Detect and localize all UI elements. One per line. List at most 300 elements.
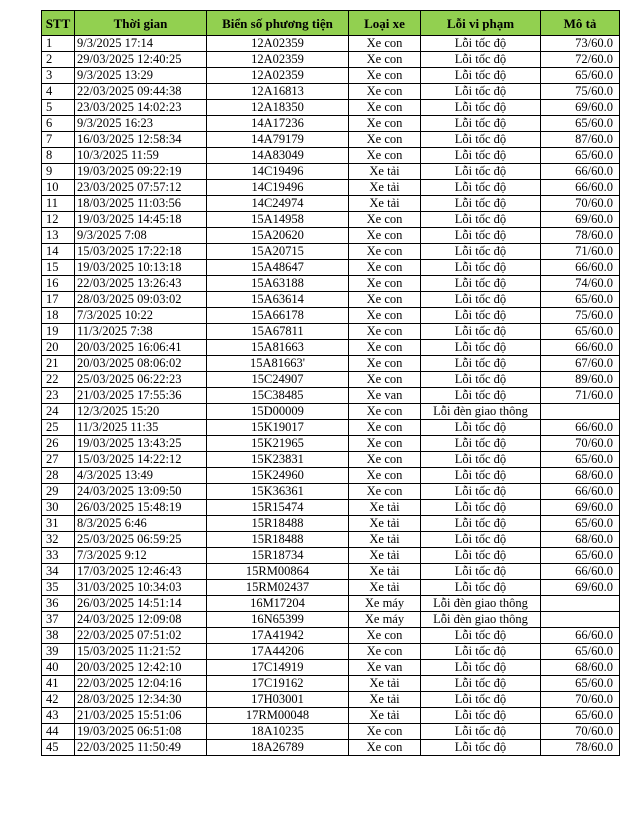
cell-violation: Lỗi tốc độ — [421, 148, 541, 164]
cell-description: 75/60.0 — [541, 308, 620, 324]
cell-vehicle-type: Xe con — [349, 84, 421, 100]
cell-vehicle-type: Xe con — [349, 740, 421, 756]
cell-violation: Lỗi tốc độ — [421, 372, 541, 388]
cell-vehicle-type: Xe con — [349, 324, 421, 340]
cell-description: 68/60.0 — [541, 468, 620, 484]
cell-plate: 15A81663 — [207, 340, 349, 356]
cell-stt: 6 — [42, 116, 75, 132]
header-time: Thời gian — [75, 11, 207, 36]
header-vehicle-type: Loại xe — [349, 11, 421, 36]
cell-stt: 33 — [42, 548, 75, 564]
cell-description: 69/60.0 — [541, 100, 620, 116]
table-row — [42, 740, 620, 756]
cell-time: 28/03/2025 12:34:30 — [75, 692, 207, 708]
table-row — [42, 164, 620, 180]
table-row — [42, 500, 620, 516]
cell-stt: 15 — [42, 260, 75, 276]
cell-stt: 37 — [42, 612, 75, 628]
table-row — [42, 532, 620, 548]
cell-vehicle-type: Xe tải — [349, 564, 421, 580]
cell-plate: 16M17204 — [207, 596, 349, 612]
cell-vehicle-type: Xe con — [349, 100, 421, 116]
cell-vehicle-type: Xe con — [349, 116, 421, 132]
table-row — [42, 148, 620, 164]
cell-violation: Lỗi tốc độ — [421, 740, 541, 756]
cell-stt: 44 — [42, 724, 75, 740]
cell-description: 89/60.0 — [541, 372, 620, 388]
cell-violation: Lỗi tốc độ — [421, 676, 541, 692]
cell-stt: 23 — [42, 388, 75, 404]
table-row — [42, 420, 620, 436]
cell-description: 65/60.0 — [541, 516, 620, 532]
cell-time: 19/03/2025 14:45:18 — [75, 212, 207, 228]
cell-vehicle-type: Xe con — [349, 260, 421, 276]
cell-description: 65/60.0 — [541, 452, 620, 468]
cell-plate: 15K21965 — [207, 436, 349, 452]
table-row — [42, 708, 620, 724]
cell-description: 71/60.0 — [541, 244, 620, 260]
violations-table — [41, 10, 620, 756]
cell-description: 65/60.0 — [541, 116, 620, 132]
cell-vehicle-type: Xe van — [349, 388, 421, 404]
table-row — [42, 100, 620, 116]
cell-description: 69/60.0 — [541, 212, 620, 228]
cell-time: 17/03/2025 12:46:43 — [75, 564, 207, 580]
cell-stt: 13 — [42, 228, 75, 244]
cell-vehicle-type: Xe tải — [349, 516, 421, 532]
cell-stt: 19 — [42, 324, 75, 340]
cell-stt: 45 — [42, 740, 75, 756]
table-row — [42, 212, 620, 228]
cell-plate: 15K36361 — [207, 484, 349, 500]
table-row — [42, 356, 620, 372]
cell-time: 12/3/2025 15:20 — [75, 404, 207, 420]
cell-violation: Lỗi tốc độ — [421, 660, 541, 676]
cell-stt: 27 — [42, 452, 75, 468]
cell-time: 9/3/2025 17:14 — [75, 36, 207, 52]
cell-vehicle-type: Xe con — [349, 468, 421, 484]
cell-plate: 18A26789 — [207, 740, 349, 756]
cell-time: 19/03/2025 10:13:18 — [75, 260, 207, 276]
cell-plate: 12A02359 — [207, 68, 349, 84]
cell-violation: Lỗi tốc độ — [421, 388, 541, 404]
table-row — [42, 596, 620, 612]
cell-time: 23/03/2025 14:02:23 — [75, 100, 207, 116]
cell-vehicle-type: Xe tải — [349, 676, 421, 692]
cell-description — [541, 596, 620, 612]
cell-plate: 14A17236 — [207, 116, 349, 132]
cell-description: 65/60.0 — [541, 708, 620, 724]
cell-stt: 1 — [42, 36, 75, 52]
table-row — [42, 372, 620, 388]
cell-vehicle-type: Xe con — [349, 148, 421, 164]
cell-time: 28/03/2025 09:03:02 — [75, 292, 207, 308]
table-row — [42, 484, 620, 500]
cell-plate: 12A18350 — [207, 100, 349, 116]
table-row — [42, 292, 620, 308]
cell-violation: Lỗi tốc độ — [421, 132, 541, 148]
cell-plate: 14A79179 — [207, 132, 349, 148]
cell-time: 20/03/2025 16:06:41 — [75, 340, 207, 356]
cell-violation: Lỗi tốc độ — [421, 724, 541, 740]
cell-plate: 17C14919 — [207, 660, 349, 676]
cell-plate: 15A63188 — [207, 276, 349, 292]
cell-stt: 17 — [42, 292, 75, 308]
cell-violation: Lỗi tốc độ — [421, 436, 541, 452]
cell-vehicle-type: Xe con — [349, 420, 421, 436]
table-row — [42, 516, 620, 532]
cell-stt: 21 — [42, 356, 75, 372]
cell-stt: 41 — [42, 676, 75, 692]
cell-description: 65/60.0 — [541, 292, 620, 308]
cell-time: 23/03/2025 07:57:12 — [75, 180, 207, 196]
cell-vehicle-type: Xe con — [349, 228, 421, 244]
cell-time: 11/3/2025 7:38 — [75, 324, 207, 340]
cell-description: 70/60.0 — [541, 196, 620, 212]
cell-plate: 15R18734 — [207, 548, 349, 564]
cell-plate: 17C19162 — [207, 676, 349, 692]
table-row — [42, 404, 620, 420]
table-row — [42, 36, 620, 52]
cell-violation: Lỗi tốc độ — [421, 180, 541, 196]
table-row — [42, 132, 620, 148]
cell-violation: Lỗi tốc độ — [421, 548, 541, 564]
table-row — [42, 548, 620, 564]
table-row — [42, 84, 620, 100]
cell-time: 25/03/2025 06:59:25 — [75, 532, 207, 548]
cell-plate: 15R18488 — [207, 516, 349, 532]
cell-description: 66/60.0 — [541, 180, 620, 196]
cell-violation: Lỗi tốc độ — [421, 500, 541, 516]
cell-plate: 15C24907 — [207, 372, 349, 388]
cell-violation: Lỗi tốc độ — [421, 516, 541, 532]
cell-plate: 15K23831 — [207, 452, 349, 468]
cell-vehicle-type: Xe con — [349, 356, 421, 372]
cell-violation: Lỗi tốc độ — [421, 228, 541, 244]
cell-plate: 16N65399 — [207, 612, 349, 628]
cell-description: 65/60.0 — [541, 676, 620, 692]
cell-description: 66/60.0 — [541, 564, 620, 580]
cell-stt: 5 — [42, 100, 75, 116]
table-row — [42, 612, 620, 628]
table-row — [42, 228, 620, 244]
cell-time: 31/03/2025 10:34:03 — [75, 580, 207, 596]
cell-stt: 18 — [42, 308, 75, 324]
cell-vehicle-type: Xe con — [349, 212, 421, 228]
cell-violation: Lỗi tốc độ — [421, 580, 541, 596]
cell-description: 68/60.0 — [541, 532, 620, 548]
cell-violation: Lỗi tốc độ — [421, 564, 541, 580]
cell-violation: Lỗi tốc độ — [421, 212, 541, 228]
cell-violation: Lỗi tốc độ — [421, 532, 541, 548]
cell-stt: 34 — [42, 564, 75, 580]
cell-violation: Lỗi tốc độ — [421, 292, 541, 308]
cell-violation: Lỗi tốc độ — [421, 244, 541, 260]
cell-time: 15/03/2025 17:22:18 — [75, 244, 207, 260]
cell-time: 7/3/2025 10:22 — [75, 308, 207, 324]
cell-time: 29/03/2025 12:40:25 — [75, 52, 207, 68]
cell-description: 66/60.0 — [541, 420, 620, 436]
cell-time: 26/03/2025 14:51:14 — [75, 596, 207, 612]
cell-vehicle-type: Xe con — [349, 132, 421, 148]
cell-vehicle-type: Xe con — [349, 36, 421, 52]
cell-stt: 8 — [42, 148, 75, 164]
cell-stt: 20 — [42, 340, 75, 356]
table-row — [42, 324, 620, 340]
cell-description: 71/60.0 — [541, 388, 620, 404]
cell-vehicle-type: Xe con — [349, 68, 421, 84]
cell-violation: Lỗi đèn giao thông — [421, 404, 541, 420]
table-row — [42, 564, 620, 580]
cell-stt: 12 — [42, 212, 75, 228]
cell-stt: 24 — [42, 404, 75, 420]
cell-stt: 35 — [42, 580, 75, 596]
table-row — [42, 180, 620, 196]
cell-stt: 2 — [42, 52, 75, 68]
cell-description: 75/60.0 — [541, 84, 620, 100]
cell-plate: 17A41942 — [207, 628, 349, 644]
cell-time: 16/03/2025 12:58:34 — [75, 132, 207, 148]
cell-plate: 15A63614 — [207, 292, 349, 308]
cell-description: 74/60.0 — [541, 276, 620, 292]
cell-stt: 29 — [42, 484, 75, 500]
cell-time: 26/03/2025 15:48:19 — [75, 500, 207, 516]
cell-stt: 10 — [42, 180, 75, 196]
cell-time: 9/3/2025 16:23 — [75, 116, 207, 132]
cell-description: 78/60.0 — [541, 228, 620, 244]
cell-time: 22/03/2025 11:50:49 — [75, 740, 207, 756]
cell-time: 11/3/2025 11:35 — [75, 420, 207, 436]
table-row — [42, 580, 620, 596]
cell-description — [541, 612, 620, 628]
cell-plate: 17A44206 — [207, 644, 349, 660]
cell-plate: 18A10235 — [207, 724, 349, 740]
cell-vehicle-type: Xe con — [349, 276, 421, 292]
cell-plate: 12A16813 — [207, 84, 349, 100]
cell-description: 65/60.0 — [541, 68, 620, 84]
cell-violation: Lỗi tốc độ — [421, 308, 541, 324]
cell-vehicle-type: Xe con — [349, 404, 421, 420]
cell-vehicle-type: Xe van — [349, 660, 421, 676]
table-header — [42, 11, 620, 36]
cell-description: 78/60.0 — [541, 740, 620, 756]
cell-time: 20/03/2025 08:06:02 — [75, 356, 207, 372]
cell-violation: Lỗi tốc độ — [421, 36, 541, 52]
cell-description: 66/60.0 — [541, 260, 620, 276]
cell-plate: 15A48647 — [207, 260, 349, 276]
cell-description: 70/60.0 — [541, 436, 620, 452]
cell-plate: 12A02359 — [207, 52, 349, 68]
cell-stt: 40 — [42, 660, 75, 676]
cell-vehicle-type: Xe con — [349, 292, 421, 308]
cell-violation: Lỗi tốc độ — [421, 340, 541, 356]
cell-vehicle-type: Xe tải — [349, 180, 421, 196]
cell-description: 65/60.0 — [541, 644, 620, 660]
cell-time: 22/03/2025 07:51:02 — [75, 628, 207, 644]
header-description: Mô tả — [541, 11, 620, 36]
table-row — [42, 388, 620, 404]
cell-time: 24/03/2025 12:09:08 — [75, 612, 207, 628]
cell-stt: 16 — [42, 276, 75, 292]
table-row — [42, 260, 620, 276]
cell-vehicle-type: Xe máy — [349, 612, 421, 628]
cell-time: 15/03/2025 11:21:52 — [75, 644, 207, 660]
cell-vehicle-type: Xe con — [349, 452, 421, 468]
cell-description: 65/60.0 — [541, 148, 620, 164]
cell-vehicle-type: Xe tải — [349, 692, 421, 708]
cell-violation: Lỗi tốc độ — [421, 100, 541, 116]
cell-vehicle-type: Xe con — [349, 340, 421, 356]
cell-plate: 15A81663' — [207, 356, 349, 372]
table-row — [42, 244, 620, 260]
cell-time: 9/3/2025 13:29 — [75, 68, 207, 84]
cell-time: 4/3/2025 13:49 — [75, 468, 207, 484]
cell-violation: Lỗi tốc độ — [421, 644, 541, 660]
cell-plate: 15K24960 — [207, 468, 349, 484]
table-row — [42, 276, 620, 292]
cell-description: 73/60.0 — [541, 36, 620, 52]
cell-stt: 7 — [42, 132, 75, 148]
cell-stt: 11 — [42, 196, 75, 212]
cell-description: 66/60.0 — [541, 484, 620, 500]
cell-vehicle-type: Xe tải — [349, 708, 421, 724]
cell-plate: 14A83049 — [207, 148, 349, 164]
cell-time: 8/3/2025 6:46 — [75, 516, 207, 532]
cell-violation: Lỗi tốc độ — [421, 484, 541, 500]
table-row — [42, 436, 620, 452]
table-row — [42, 628, 620, 644]
cell-time: 20/03/2025 12:42:10 — [75, 660, 207, 676]
cell-vehicle-type: Xe con — [349, 724, 421, 740]
cell-plate: 15RM00864 — [207, 564, 349, 580]
cell-stt: 22 — [42, 372, 75, 388]
cell-time: 24/03/2025 13:09:50 — [75, 484, 207, 500]
cell-time: 21/03/2025 15:51:06 — [75, 708, 207, 724]
cell-vehicle-type: Xe con — [349, 372, 421, 388]
cell-plate: 15R15474 — [207, 500, 349, 516]
cell-violation: Lỗi tốc độ — [421, 260, 541, 276]
cell-vehicle-type: Xe con — [349, 308, 421, 324]
cell-violation: Lỗi tốc độ — [421, 84, 541, 100]
cell-plate: 15D00009 — [207, 404, 349, 420]
cell-time: 7/3/2025 9:12 — [75, 548, 207, 564]
cell-stt: 31 — [42, 516, 75, 532]
cell-description: 69/60.0 — [541, 580, 620, 596]
cell-plate: 15C38485 — [207, 388, 349, 404]
cell-stt: 30 — [42, 500, 75, 516]
cell-vehicle-type: Xe tải — [349, 580, 421, 596]
cell-time: 22/03/2025 09:44:38 — [75, 84, 207, 100]
table-row — [42, 644, 620, 660]
cell-stt: 43 — [42, 708, 75, 724]
cell-vehicle-type: Xe tải — [349, 500, 421, 516]
cell-time: 22/03/2025 13:26:43 — [75, 276, 207, 292]
cell-vehicle-type: Xe tải — [349, 532, 421, 548]
cell-violation: Lỗi tốc độ — [421, 708, 541, 724]
cell-violation: Lỗi tốc độ — [421, 324, 541, 340]
cell-time: 25/03/2025 06:22:23 — [75, 372, 207, 388]
cell-description: 72/60.0 — [541, 52, 620, 68]
table-body — [42, 36, 620, 756]
cell-stt: 36 — [42, 596, 75, 612]
table-row — [42, 660, 620, 676]
cell-violation: Lỗi tốc độ — [421, 628, 541, 644]
cell-vehicle-type: Xe con — [349, 628, 421, 644]
cell-plate: 15A14958 — [207, 212, 349, 228]
cell-plate: 15A67811 — [207, 324, 349, 340]
cell-time: 19/03/2025 09:22:19 — [75, 164, 207, 180]
header-plate: Biển số phương tiện — [207, 11, 349, 36]
cell-violation: Lỗi tốc độ — [421, 116, 541, 132]
table-row — [42, 468, 620, 484]
cell-stt: 32 — [42, 532, 75, 548]
cell-description: 65/60.0 — [541, 548, 620, 564]
cell-plate: 17RM00048 — [207, 708, 349, 724]
cell-time: 18/03/2025 11:03:56 — [75, 196, 207, 212]
cell-description: 65/60.0 — [541, 324, 620, 340]
cell-time: 19/03/2025 13:43:25 — [75, 436, 207, 452]
cell-vehicle-type: Xe tải — [349, 196, 421, 212]
cell-plate: 15R18488 — [207, 532, 349, 548]
cell-stt: 9 — [42, 164, 75, 180]
cell-violation: Lỗi tốc độ — [421, 692, 541, 708]
cell-time: 22/03/2025 12:04:16 — [75, 676, 207, 692]
cell-violation: Lỗi tốc độ — [421, 164, 541, 180]
table-row — [42, 692, 620, 708]
table-row — [42, 116, 620, 132]
cell-vehicle-type: Xe máy — [349, 596, 421, 612]
cell-vehicle-type: Xe con — [349, 244, 421, 260]
cell-vehicle-type: Xe con — [349, 52, 421, 68]
table-row — [42, 452, 620, 468]
cell-plate: 17H03001 — [207, 692, 349, 708]
cell-violation: Lỗi tốc độ — [421, 420, 541, 436]
table-row — [42, 68, 620, 84]
cell-time: 15/03/2025 14:22:12 — [75, 452, 207, 468]
table-row — [42, 340, 620, 356]
table-row — [42, 308, 620, 324]
cell-stt: 3 — [42, 68, 75, 84]
header-row — [42, 11, 620, 36]
header-stt: STT — [42, 11, 75, 36]
cell-plate: 14C19496 — [207, 180, 349, 196]
cell-violation: Lỗi tốc độ — [421, 68, 541, 84]
cell-time: 21/03/2025 17:55:36 — [75, 388, 207, 404]
cell-violation: Lỗi đèn giao thông — [421, 596, 541, 612]
cell-plate: 15RM02437 — [207, 580, 349, 596]
cell-violation: Lỗi đèn giao thông — [421, 612, 541, 628]
cell-description: 66/60.0 — [541, 164, 620, 180]
cell-time: 10/3/2025 11:59 — [75, 148, 207, 164]
table-row — [42, 724, 620, 740]
cell-description: 70/60.0 — [541, 724, 620, 740]
cell-violation: Lỗi tốc độ — [421, 52, 541, 68]
cell-description: 69/60.0 — [541, 500, 620, 516]
cell-description: 70/60.0 — [541, 692, 620, 708]
header-violation: Lỗi vi phạm — [421, 11, 541, 36]
cell-violation: Lỗi tốc độ — [421, 452, 541, 468]
cell-plate: 14C19496 — [207, 164, 349, 180]
cell-time: 19/03/2025 06:51:08 — [75, 724, 207, 740]
cell-stt: 14 — [42, 244, 75, 260]
cell-vehicle-type: Xe tải — [349, 164, 421, 180]
cell-description: 68/60.0 — [541, 660, 620, 676]
table-row — [42, 676, 620, 692]
cell-vehicle-type: Xe con — [349, 484, 421, 500]
cell-vehicle-type: Xe con — [349, 644, 421, 660]
cell-plate: 12A02359 — [207, 36, 349, 52]
cell-description: 87/60.0 — [541, 132, 620, 148]
